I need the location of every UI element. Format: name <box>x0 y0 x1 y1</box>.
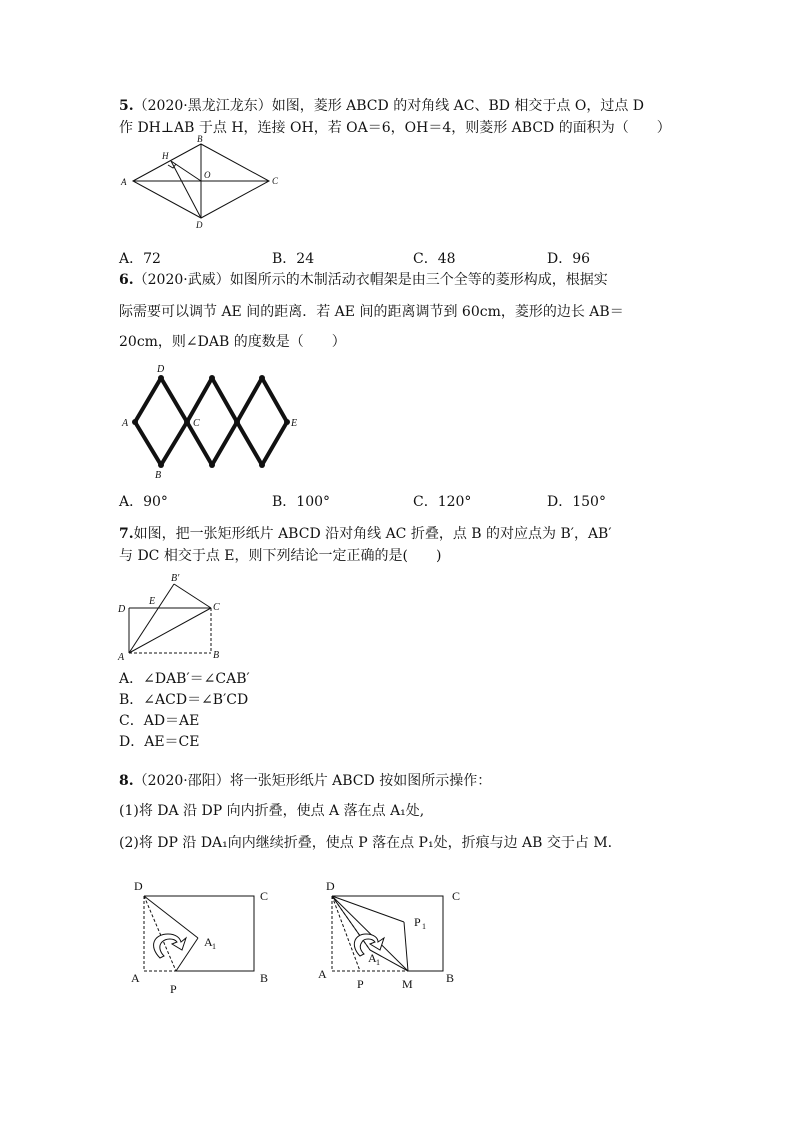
q8-stem-1: （2020·邵阳）将一张矩形纸片 ABCD 按如图所示操作： <box>133 773 492 789</box>
q8-fig1-label-p: P <box>170 982 177 996</box>
q6-label-c: C <box>193 418 200 429</box>
q6-label-a: A <box>122 418 129 429</box>
q7-stem-1: 如图，把一张矩形纸片 ABCD 沿对角线 AC 折叠，点 B 的对应点为 B′，AB′ <box>133 526 612 542</box>
q7-option-b[interactable]: B．∠ACD＝∠B′CD <box>119 692 249 708</box>
q8-fig2-label-p1: P <box>414 915 421 929</box>
q8-fig2-label-c: C <box>452 889 461 903</box>
q8-fig1-label-b: B <box>260 971 269 985</box>
q5-line1 <box>119 96 644 116</box>
q6-coat-rack-figure <box>119 360 309 481</box>
q7-option-c[interactable]: C．AD＝AE <box>119 713 200 729</box>
q6-option-c[interactable]: C．120° <box>413 494 472 510</box>
q5-label-c: C <box>272 176 279 186</box>
q8-fig2-label-a1-sub: 1 <box>376 958 380 967</box>
q5-label-h: H <box>162 151 169 161</box>
q8-number: 8. <box>119 773 134 789</box>
q5-option-a[interactable]: A．72 <box>119 251 161 267</box>
q6-line1 <box>119 270 608 290</box>
q5-stem-1: （2020·黑龙江龙东）如图，菱形 ABCD 的对角线 AC、BD 相交于点 O，过点 D <box>133 98 645 114</box>
q6-label-d: D <box>157 364 165 375</box>
q8-fig2-label-a1: A <box>368 951 377 965</box>
q8-figure-1 <box>128 876 288 996</box>
q5-stem-2: 作 DH⊥AB 于点 H，连接 OH，若 OA＝6，OH＝4，则菱形 ABCD 的面积为（ ） <box>119 120 671 136</box>
q7-label-b-prime: B′ <box>171 573 180 584</box>
q5-label-b: B <box>197 134 203 144</box>
q6-rhombus-1 <box>135 378 187 465</box>
q7-stem-2: 与 DC 相交于点 E，则下列结论一定正确的是( ) <box>119 548 442 564</box>
q7-label-d: D <box>118 604 126 615</box>
q5-option-b[interactable]: B．24 <box>272 251 315 267</box>
q8-fig2-label-p1-sub: 1 <box>422 922 426 931</box>
q6-stem-2: 际需要可以调节 AE 间的距离．若 AE 间的距离调节到 60cm，菱形的边长 AB＝ <box>119 304 624 320</box>
q5-number: 5. <box>119 98 134 114</box>
q7-label-a: A <box>118 652 125 663</box>
q8-fig1-crease-dp <box>144 896 176 971</box>
q5-rhombus-figure <box>119 135 289 230</box>
q7-fold-figure <box>115 568 235 663</box>
q5-label-a: A <box>121 177 127 187</box>
q7-option-a[interactable]: A．∠DAB′＝∠CAB′ <box>119 671 250 687</box>
q6-stem-3: 20cm，则∠DAB 的度数是（ ） <box>119 334 346 350</box>
q6-option-a[interactable]: A．90° <box>119 494 168 510</box>
q6-label-b: B <box>155 470 162 481</box>
q8-fig2-label-m: M <box>402 977 413 991</box>
q6-option-b[interactable]: B．100° <box>272 494 331 510</box>
q6-rhombus-3 <box>237 378 287 465</box>
q8-line1 <box>119 771 491 791</box>
q7-line1 <box>119 524 612 544</box>
q7-number: 7. <box>119 526 134 542</box>
q7-label-b: B <box>213 650 220 661</box>
q6-label-e: E <box>291 418 298 429</box>
q8-figure-2 <box>316 876 476 996</box>
q7-label-c: C <box>213 602 220 613</box>
q8-fig2-label-a: A <box>318 967 327 981</box>
q5-label-d: D <box>196 220 203 230</box>
q8-step-1: (1)将 DA 沿 DP 向内折叠，使点 A 落在点 A₁处, <box>119 803 425 819</box>
q8-fig1-fold-arrow-icon <box>154 934 186 958</box>
q6-number: 6. <box>119 272 134 288</box>
q6-option-d[interactable]: D．150° <box>547 494 606 510</box>
q5-option-d[interactable]: D．96 <box>547 251 591 267</box>
q7-label-e: E <box>149 596 156 607</box>
q5-option-c[interactable]: C．48 <box>413 251 456 267</box>
q6-stem-1: （2020·武威）如图所示的木制活动衣帽架是由三个全等的菱形构成，根据实 <box>133 272 608 288</box>
q8-fig2-label-b: B <box>446 971 455 985</box>
q8-step-2: (2)将 DP 沿 DA₁向内继续折叠，使点 P 落在点 P₁处，折痕与边 AB 交于占 M. <box>119 835 613 851</box>
q8-fig1-label-a1-sub: 1 <box>212 942 216 951</box>
q8-fig1-label-a1: A <box>204 935 213 949</box>
q5-label-o: O <box>204 170 211 180</box>
q8-fig2-label-p: P <box>357 977 364 991</box>
q8-fig1-label-c: C <box>260 889 269 903</box>
q8-fig1-label-a: A <box>131 971 140 985</box>
q7-segment-ab-prime <box>129 584 174 653</box>
q7-option-d[interactable]: D．AE＝CE <box>119 734 200 750</box>
q7-diagonal-ac <box>129 608 211 653</box>
q7-segment-cb-prime <box>174 584 211 608</box>
q8-fig2-label-d: D <box>326 879 335 893</box>
q8-fig1-label-d: D <box>134 879 143 893</box>
